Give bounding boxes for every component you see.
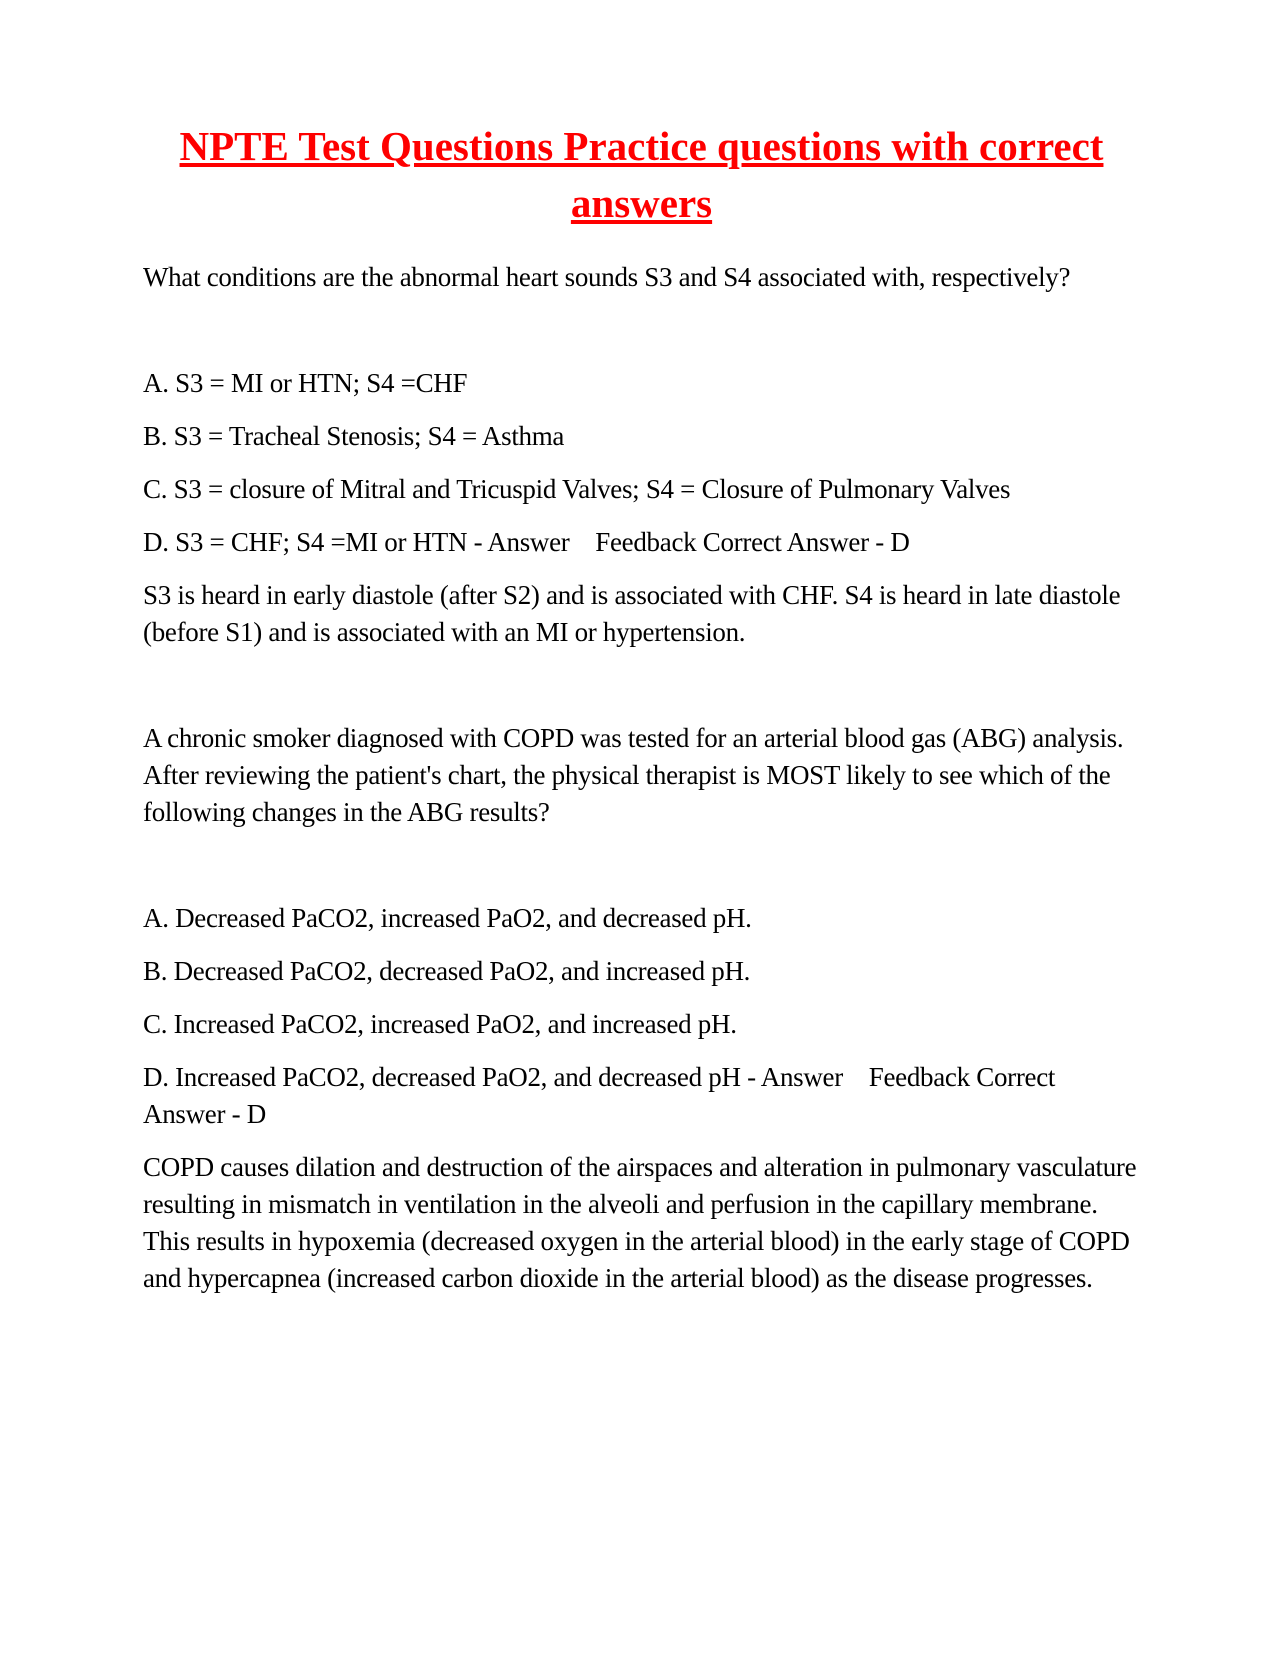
question-2-option-b: B. Decreased PaCO2, decreased PaO2, and increased pH. <box>143 956 751 986</box>
question-2-explanation: COPD causes dilation and destruction of the airspaces and alteration in pulmonary vasculature resulting in mismatch in ventilation in the alveoli and perfusion in the capillary membrane. This results in hypoxemia (decreased oxygen in the arterial blood) in the early stage of COPD and hypercapnea (increased carbon dioxide in the arterial blood) as the disease progresses. <box>143 1152 1143 1293</box>
document-title: NPTE Test Questions Practice questions with correct answers <box>179 123 1104 226</box>
spacer <box>143 312 1140 349</box>
question-2-text: A chronic smoker diagnosed with COPD was tested for an arterial blood gas (ABG) analysis. After reviewing the patient's chart, the physical therapist is MOST likely to see which of the following changes in the ABG results? <box>143 723 1129 827</box>
spacer <box>143 667 1140 704</box>
question-1-option-b: B. S3 = Tracheal Stenosis; S4 = Asthma <box>143 421 565 451</box>
question-1-option-c: C. S3 = closure of Mitral and Tricuspid Valves; S4 = Closure of Pulmonary Valves <box>143 474 1011 504</box>
spacer <box>143 847 1140 884</box>
question-1-text: What conditions are the abnormal heart sounds S3 and S4 associated with, respectively? <box>143 262 1071 292</box>
question-2-option-c: C. Increased PaCO2, increased PaO2, and increased pH. <box>143 1009 737 1039</box>
question-2-option-d: D. Increased PaCO2, decreased PaO2, and decreased pH - Answer Feedback Correct Answer - D <box>143 1062 1061 1129</box>
question-2-option-a: A. Decreased PaCO2, increased PaO2, and decreased pH. <box>143 903 752 933</box>
question-1-option-d: D. S3 = CHF; S4 =MI or HTN - Answer Feedback Correct Answer - D <box>143 527 910 557</box>
question-1-option-a: A. S3 = MI or HTN; S4 =CHF <box>143 368 468 398</box>
question-1-explanation: S3 is heard in early diastole (after S2) and is associated with CHF. S4 is heard in late diastole (before S1) and is associated with an MI or hypertension. <box>143 580 1127 647</box>
